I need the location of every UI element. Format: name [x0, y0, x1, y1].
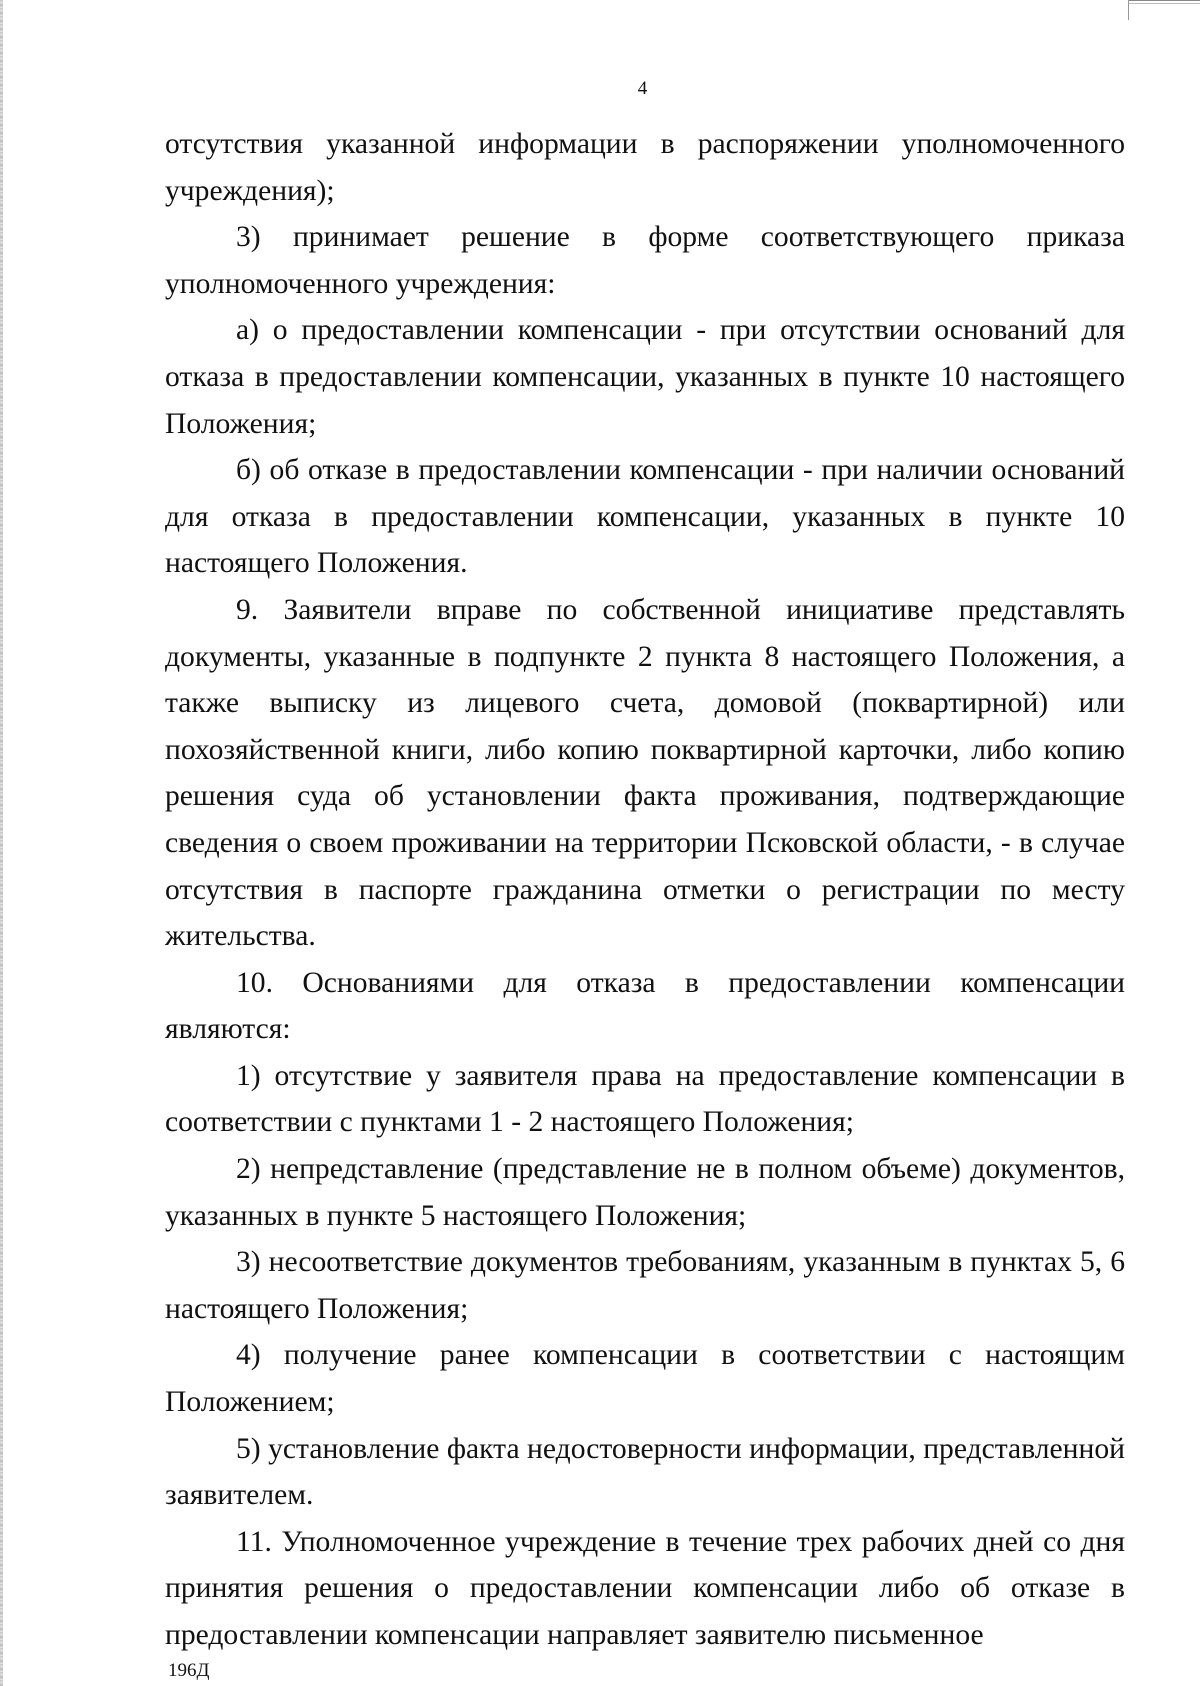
paragraph-ground-1: 1) отсутствие у заявителя права на предоставление компенсации в соответствии с пунктами 1 - 2 настоящего Положения; [165, 1059, 1125, 1139]
paragraph-ground-5: 5) установление факта недостоверности информации, представленной заявителем. [165, 1432, 1125, 1512]
paragraph-ground-3: 3) несоответствие документов требованиям, указанным в пунктах 5, 6 настоящего Положения; [165, 1246, 1125, 1325]
paragraph-clause-11: 11. Уполномоченное учреждение в течение трех рабочих дней со дня принятия решения о предоставлении компенсации либо об отказе в предоставлении компенсации направляет заявителю письменное [165, 1525, 1125, 1651]
paragraph-subitem-a: а) о предоставлении компенсации - при отсутствии оснований для отказа в предоставлении компенсации, указанных в пункте 10 настоящего Положения; [165, 314, 1125, 440]
scan-edge-right [1128, 0, 1129, 20]
document-body [165, 121, 1125, 1659]
paragraph-ground-4: 4) получение ранее компенсации в соответствии с настоящим Положением; [165, 1339, 1125, 1419]
paragraph-ground-2: 2) непредставление (представление не в полном объеме) документов, указанных в пункте 5 настоящего Положения; [165, 1153, 1125, 1232]
page-number: 4 [637, 78, 648, 99]
paragraph-clause-10: 10. Основаниями для отказа в предоставлении компенсации являются: [165, 966, 1125, 1046]
scan-edge-left [0, 0, 3, 1686]
paragraph-item-3: 3) принимает решение в форме соответствующего приказа уполномоченного учреждения: [165, 221, 1125, 300]
paragraph-continuation: отсутствия указанной информации в распоряжении уполномоченного учреждения); [165, 128, 1125, 207]
scan-edge-top [1128, 0, 1200, 4]
footer-document-code: 196Д [168, 1660, 210, 1681]
paragraph-clause-9: 9. Заявители вправе по собственной инициативе представлять документы, указанные в подпункте 2 пункта 8 настоящего Положения, а также выписку из лицевого счета, домовой (поквартирной) или похозяйственной книги, либо копию поквартирной карточки, либо копию решения суда об установлении факта проживания, подтверждающие сведения о своем проживании на территории Псковской области, - в случае отсутствия в паспорте гражданина отметки о регистрации по месту жительства. [165, 593, 1125, 953]
paragraph-subitem-b: б) об отказе в предоставлении компенсации - при наличии оснований для отказа в предоставлении компенсации, указанных в пункте 10 настоящего Положения. [165, 454, 1125, 580]
